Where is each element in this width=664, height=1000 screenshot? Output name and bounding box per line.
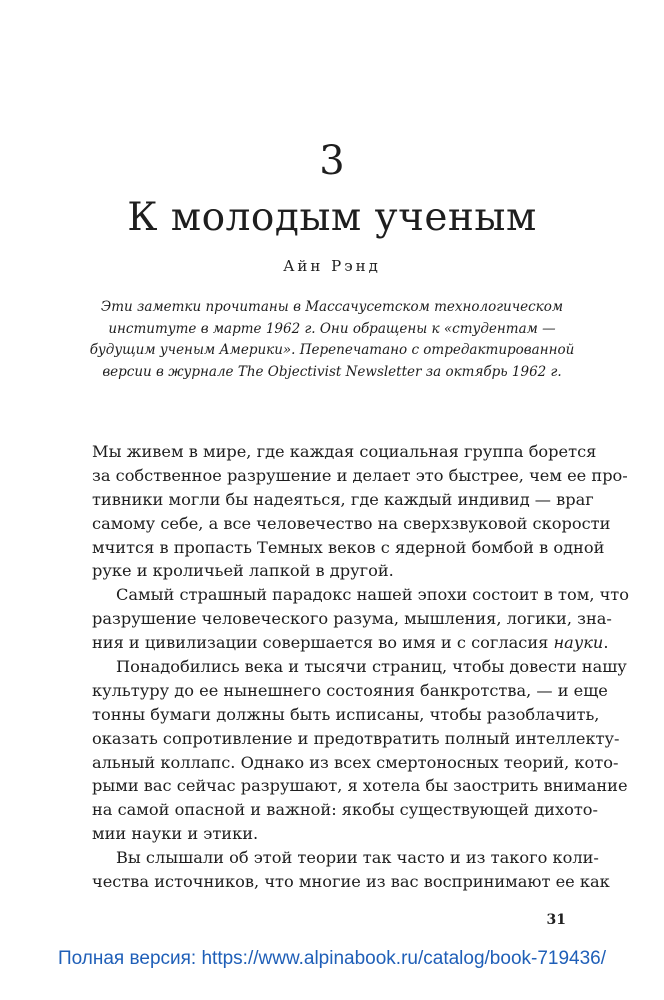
body-line: тонны бумаги должны быть исписаны, чтобы разоблачить, — [92, 704, 600, 724]
body-line: за собственное разрушение и делает это быстрее, чем ее про- — [92, 465, 628, 485]
epigraph — [0, 297, 664, 383]
body-line — [92, 631, 609, 655]
body-line: Самый страшный парадокс нашей эпохи состоит в том, что — [116, 585, 630, 605]
full-version-link[interactable]: Полная версия: https://www.alpinabook.ru/catalog/book-719436/ — [57, 948, 607, 969]
body-line: Мы живем в мире, где каждая социальная группа борется — [92, 442, 597, 461]
body-text-span: . — [603, 633, 609, 653]
epigraph-line: Эти заметки прочитаны в Массачусетском технологическом — [100, 299, 564, 315]
epigraph-line: версии в журнале The Objectivist Newsletter за октябрь 1962 г. — [102, 363, 562, 380]
body-line: самому себе, а все человечество на сверхзвуковой скорости — [92, 513, 611, 533]
body-line: оказать сопротивление и предотвратить полный интеллекту- — [92, 728, 620, 748]
body-text — [92, 440, 630, 894]
body-line: культуру до ее нынешнего состояния банкротства, — и еще — [92, 680, 608, 700]
body-line: разрушение человеческого разума, мышления, логики, зна- — [92, 609, 612, 629]
body-line: Понадобились века и тысячи страниц, чтобы довести нашу — [116, 657, 627, 677]
chapter-author: Айн Рэнд — [283, 257, 381, 275]
body-line: мчится в пропасть Темных веков с ядерной бомбой в одной — [92, 537, 605, 557]
page-number: 31 — [546, 912, 566, 928]
body-italic-word: науки — [553, 633, 604, 653]
body-line: альный коллапс. Однако из всех смертоносных теорий, кото- — [92, 752, 619, 772]
chapter-number: 3 — [319, 138, 345, 184]
body-line: на самой опасной и важной: якобы существующей дихото- — [92, 800, 598, 820]
body-line: мии науки и этики. — [92, 824, 259, 844]
epigraph-line: будущим ученым Америки». Перепечатано с отредактированной — [89, 342, 575, 358]
body-line: руке и кроличьей лапкой в другой. — [92, 561, 394, 581]
chapter-title: К молодым ученым — [127, 195, 537, 240]
body-text-span: ния и цивилизации совершается во имя и с согласия — [92, 633, 554, 653]
body-line: чества источников, что многие из вас воспринимают ее как — [92, 872, 610, 892]
body-line: Вы слышали об этой теории так часто и из такого коли- — [116, 848, 599, 868]
body-line: рыми вас сейчас разрушают, я хотела бы заострить внимание — [92, 776, 628, 796]
body-line: тивники могли бы надеяться, где каждый индивид — враг — [92, 489, 594, 509]
epigraph-line: институте в марте 1962 г. Они обращены к «студентам — — [108, 320, 556, 337]
